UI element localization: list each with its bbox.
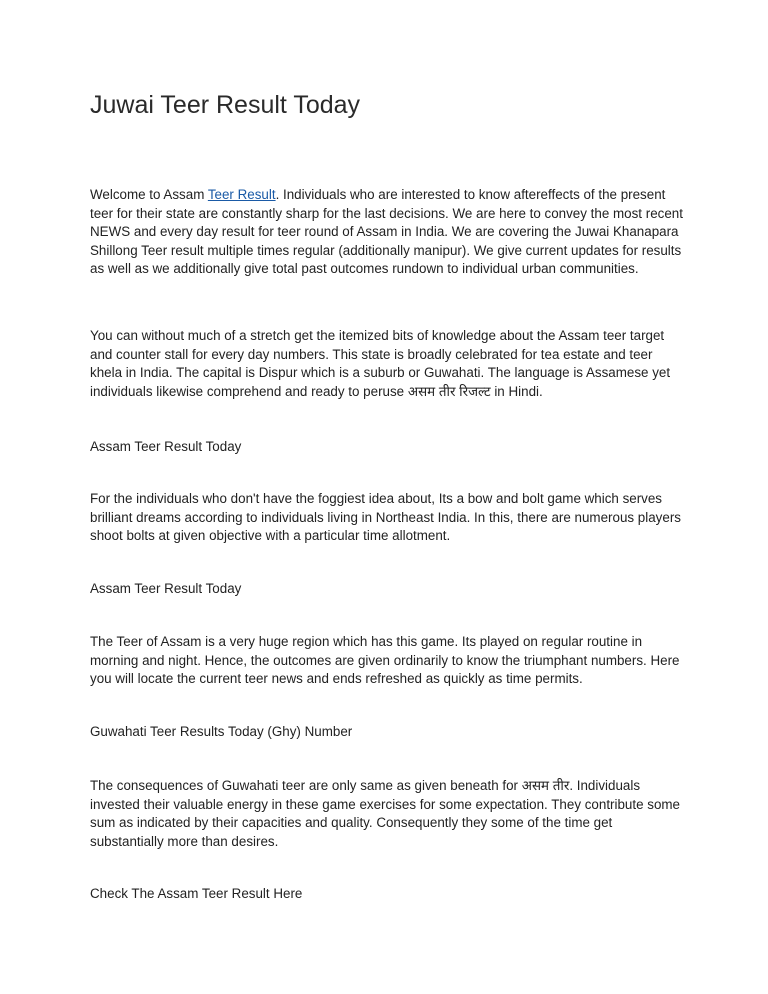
section-heading-assam-result-2: Assam Teer Result Today [90, 581, 242, 596]
teer-result-link[interactable]: Teer Result [207, 187, 276, 202]
region-paragraph: The Teer of Assam is a very huge region which has this game. Its played on regular routine in morning and night. Hence, the outcomes are given ordinarily to know the triumphant numbers. Here you will locate the current teer news and ends refreshed as quickly as time permits. [90, 634, 680, 687]
intro-text-end: . Individuals who are interested to know aftereffects of the present teer for their state are constantly sharp for the last decisions. We are here to convey the most recent NEWS and every day result for teer round of Assam in India. We are covering the Juwai Khanapara Shillong Teer result multiple times regular (additionally manipur). We give current updates for results as well as we additionally give total past outcomes rundown to individual urban communities. [90, 187, 683, 277]
guwahati-paragraph: The consequences of Guwahati teer are only same as given beneath for असम तीर. Individuals invested their valuable energy in these game exercises for some expectation. They contribute some sum as indicated by their capacities and quality. Consequently they some of the time get substantially more than desires. [90, 778, 681, 849]
section-heading-guwahati-result: Guwahati Teer Results Today (Ghy) Number [90, 724, 353, 739]
section-heading-check-result: Check The Assam Teer Result Here [90, 886, 303, 901]
section-heading-assam-result: Assam Teer Result Today [90, 439, 242, 454]
intro-text-start: Welcome to Assam [90, 187, 208, 202]
page-title: Juwai Teer Result Today [90, 91, 361, 119]
assam-info-paragraph: You can without much of a stretch get the itemized bits of knowledge about the Assam teer target and counter stall for every day numbers. This state is broadly celebrated for tea estate and teer khela in India. The capital is Dispur which is a suburb or Guwahati. The language is Assamese yet individuals likewise comprehend and ready to peruse असम तीर रिजल्ट in Hindi. [90, 328, 671, 399]
game-description-paragraph: For the individuals who don't have the foggiest idea about, Its a bow and bolt game which serves brilliant dreams according to individuals living in Northeast India. In this, there are numerous players shoot bolts at given objective with a particular time allotment. [90, 491, 681, 544]
intro-paragraph [90, 186, 688, 279]
